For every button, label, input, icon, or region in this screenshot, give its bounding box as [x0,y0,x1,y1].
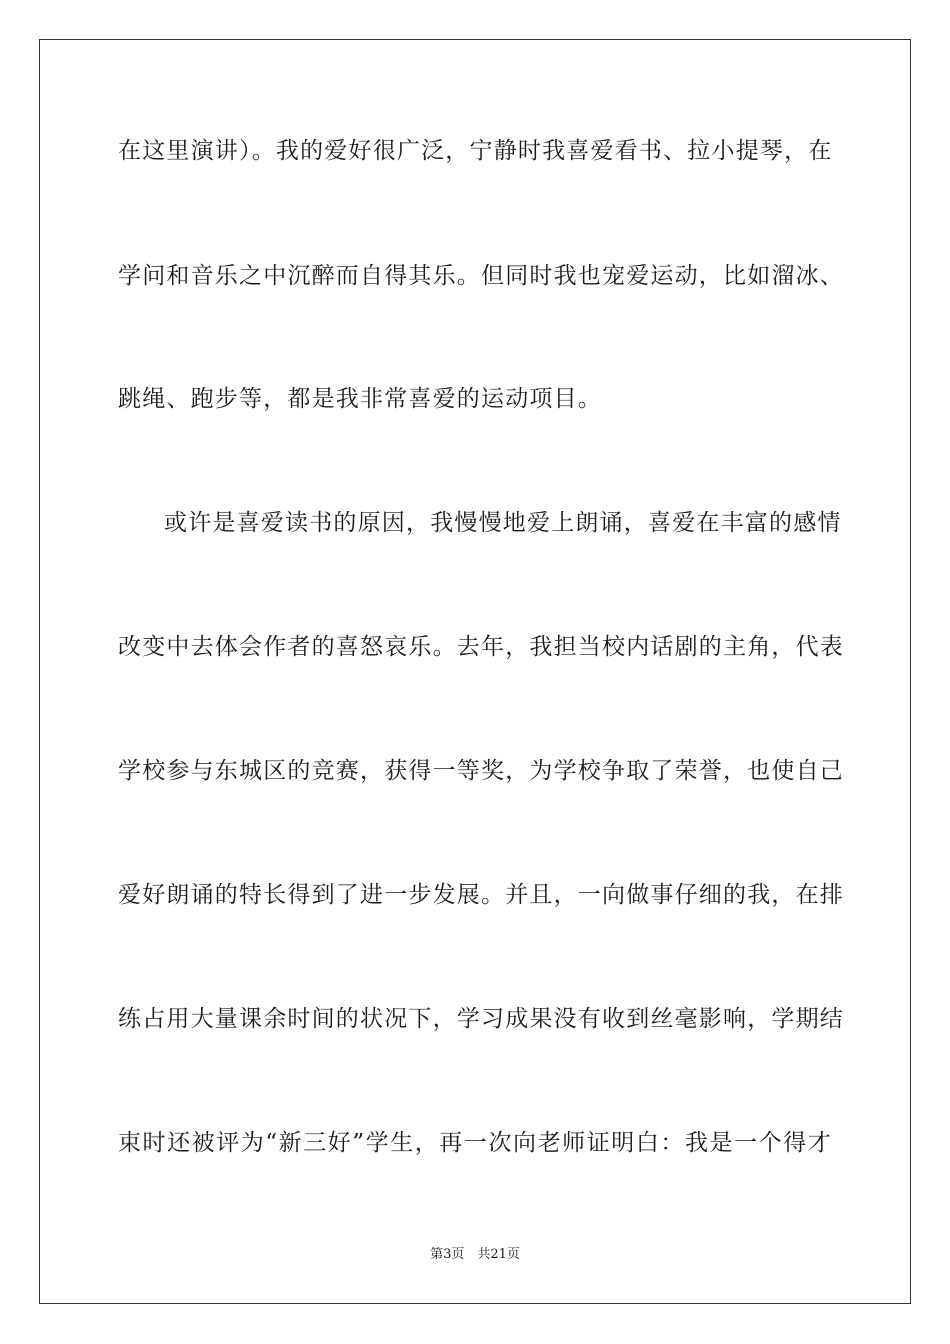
text-line: 学问和音乐之中沉醉而自得其乐。但同时我也宠爱运动，比如溜冰、 [118,263,844,289]
page-frame [39,39,911,1304]
page-number-footer: 第3页 共21页 [430,1247,520,1262]
text-line: 束时还被评为“新三好”学生，再一次向老师证明白：我是一个得才 [118,1130,832,1156]
paragraph-first-line: 或许是喜爱读书的原因，我慢慢地爱上朗诵，喜爱在丰富的感情 [164,510,842,536]
text-line: 跳绳、跑步等，都是我非常喜爱的运动项目。 [118,386,602,412]
text-line: 在这里演讲）。我的爱好很广泛，宁静时我喜爱看书、拉小提琴，在 [118,138,833,164]
text-line: 练占用大量课余时间的状况下，学习成果没有收到丝毫影响，学期结 [118,1006,844,1032]
text-line: 改变中去体会作者的喜怒哀乐。去年，我担当校内话剧的主角，代表 [118,634,844,660]
text-line: 学校参与东城区的竞赛，获得一等奖，为学校争取了荣誉，也使自己 [118,758,844,784]
text-line: 爱好朗诵的特长得到了进一步发展。并且，一向做事仔细的我，在排 [118,882,844,908]
